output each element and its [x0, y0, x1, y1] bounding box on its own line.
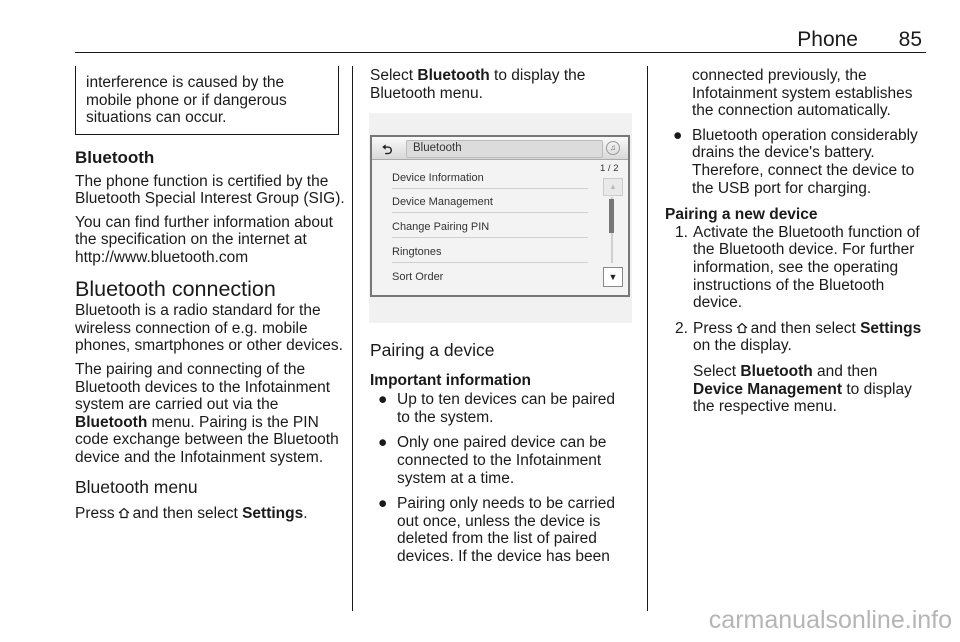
- bluetooth-menu-heading: Bluetooth menu: [75, 476, 198, 497]
- bluetooth-connection-heading: Bluetooth connection: [75, 276, 276, 301]
- scroll-down-arrow-icon: ▼: [603, 267, 623, 287]
- step-2-select: Select Bluetooth and then Device Management to display the respective menu.: [693, 362, 912, 416]
- header-rule: [75, 52, 926, 53]
- column-1: [75, 149, 347, 523]
- column-divider-left: [352, 66, 353, 611]
- bluetooth-paragraph-2: You can find further information about the specification on the internet at http://www.bluetooth.com: [75, 213, 333, 266]
- scroll-up-arrow-icon: ▲: [603, 178, 623, 196]
- bullet-continuation: connected previously, the Infotainment system establishes the connection automatically.: [692, 67, 913, 120]
- watermark: carmanualsonline.info: [708, 606, 952, 634]
- menu-item-sort-order: Sort Order: [392, 271, 444, 283]
- page-indicator: 1 / 2: [600, 163, 619, 174]
- important-information-heading: Important information: [370, 371, 532, 389]
- bluetooth-menu-paragraph: Press and then select Settings.: [75, 505, 308, 523]
- connection-paragraph-1: Bluetooth is a radio standard for the wireless connection of e.g. mobile phones, smartphones or other devices.: [75, 302, 343, 355]
- menu-item-device-management: Device Management: [392, 196, 588, 213]
- bluetooth-heading: Bluetooth: [75, 148, 155, 167]
- bullet-item: ● Up to ten devices can be paired to the system.: [378, 391, 615, 426]
- bluetooth-menu-screen: [370, 135, 630, 297]
- menu-item-ringtones: Ringtones: [392, 246, 588, 263]
- column-3: [665, 67, 927, 416]
- bullet-item: ● Bluetooth operation considerably drains the device's battery. Therefore, connect the device to the USB port for charging.: [673, 126, 918, 197]
- select-bluetooth-paragraph: Select Bluetooth to display the Bluetooth menu.: [370, 67, 586, 102]
- back-arrow-icon: ⮌: [382, 142, 393, 157]
- screen-title-tab: [406, 140, 603, 158]
- page-number: 85: [898, 28, 922, 51]
- screen-title-bar: [372, 137, 628, 160]
- bullet-item: ● Pairing only needs to be carried out once, unless the device is deleted from the list of paired devices. If the device has been: [378, 495, 615, 565]
- pairing-new-device-heading: Pairing a new device: [665, 206, 818, 224]
- connection-paragraph-2: The pairing and connecting of the Bluetooth devices to the Infotainment system are carried out via the Bluetooth menu. Pairing is the PIN code exchange between the Bluetooth device and the Infotainment system.: [75, 360, 339, 466]
- warning-note-text: interference is caused by the mobile phone or if dangerous situations can occur.: [86, 74, 287, 127]
- menu-item-change-pairing-pin: Change Pairing PIN: [392, 221, 588, 238]
- menu-item-device-information: Device Information: [392, 172, 588, 189]
- home-icon: [736, 322, 748, 334]
- bullet-item: ● Only one paired device can be connected to the Infotainment system at a time.: [378, 434, 607, 487]
- screen-title: Bluetooth: [413, 142, 462, 154]
- column-2-intro: [370, 67, 632, 102]
- column-divider-right: [647, 66, 648, 611]
- pairing-device-heading: Pairing a device: [370, 340, 495, 360]
- music-note-icon: ♫: [606, 141, 620, 155]
- bluetooth-paragraph-1: The phone function is certified by the Bluetooth Special Interest Group (SIG).: [75, 172, 345, 208]
- home-icon: [118, 507, 130, 519]
- scroll-thumb: [609, 199, 614, 233]
- step-1: 1. Activate the Bluetooth function of the Bluetooth device. For further information, see the operating instructions of the Bluetooth device.: [675, 223, 920, 312]
- column-2-body: [370, 342, 632, 566]
- page-header-title: Phone: [797, 28, 858, 51]
- step-2: 2. Press and then select Settings on the display.: [675, 319, 922, 355]
